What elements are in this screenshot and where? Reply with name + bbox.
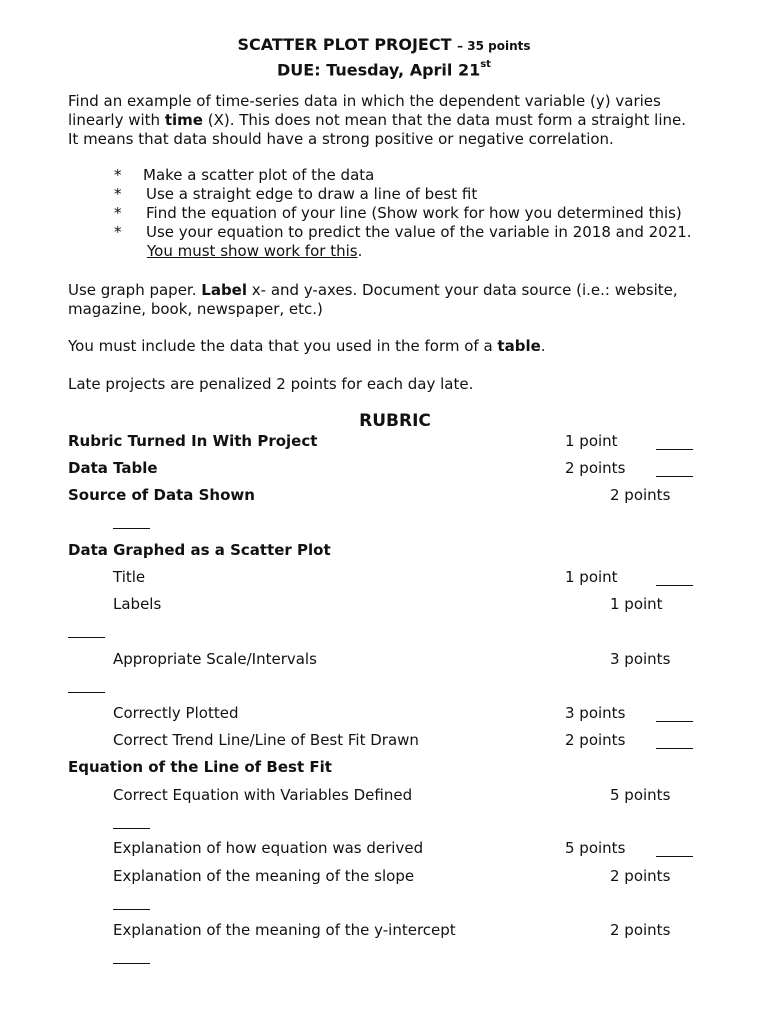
score-blank[interactable] (68, 624, 105, 642)
graph-instruction-line-2: magazine, book, newspaper, etc.) (68, 300, 323, 318)
rubric-points: 2 points (610, 486, 671, 504)
bullet-item: Use a straight edge to draw a line of best fit (146, 185, 478, 203)
intro-line-1: Find an example of time-series data in which the dependent variable (y) varies (68, 92, 661, 110)
bullet-marker: * (114, 204, 122, 222)
intro-time-word: time (164, 111, 203, 129)
score-blank[interactable] (68, 679, 105, 697)
score-blank[interactable] (113, 950, 150, 968)
table-instruction-start: You must include the data that you used in the form of a (68, 337, 498, 355)
rubric-section-label: Rubric Turned In With Project (68, 432, 318, 450)
score-blank[interactable] (656, 436, 693, 454)
bullet-marker: * (114, 185, 122, 203)
score-blank[interactable] (113, 896, 150, 914)
score-blank[interactable] (656, 463, 693, 481)
table-instruction-end: . (540, 337, 546, 355)
rubric-item-label: Correct Trend Line/Line of Best Fit Drawn (113, 731, 419, 749)
rubric-points: 1 point (610, 595, 663, 613)
rubric-item-label: Labels (113, 595, 162, 613)
rubric-section-label: Equation of the Line of Best Fit (68, 758, 332, 776)
rubric-item-label: Explanation of the meaning of the slope (113, 867, 415, 885)
score-blank[interactable] (656, 843, 693, 861)
rubric-points: 3 points (610, 650, 671, 668)
show-work-period: . (357, 242, 363, 260)
title-points: – 35 points (457, 39, 531, 53)
rubric-heading: RUBRIC (359, 411, 431, 431)
due-date (0, 58, 768, 79)
rubric-item-label: Correctly Plotted (113, 704, 239, 722)
rubric-item-label: Title (113, 568, 146, 586)
rubric-section-label: Data Table (68, 459, 158, 477)
bullet-marker: * (114, 166, 122, 184)
due-text: DUE: Tuesday, April 21 (277, 60, 481, 80)
score-blank[interactable] (656, 735, 693, 753)
rubric-section-label: Data Graphed as a Scatter Plot (68, 541, 331, 559)
rubric-points: 2 points (565, 459, 626, 477)
bullet-item: Use your equation to predict the value of the variable in 2018 and 2021. (146, 223, 692, 241)
due-superscript: st (480, 59, 491, 70)
score-blank[interactable] (113, 515, 150, 533)
rubric-item-label: Explanation of how equation was derived (113, 839, 424, 857)
table-word: table (497, 337, 541, 355)
intro-line-2-start: linearly with (68, 111, 165, 129)
score-blank[interactable] (656, 572, 693, 590)
table-instruction (68, 337, 546, 355)
intro-line-2 (68, 111, 686, 129)
title-text: SCATTER PLOT PROJECT (237, 35, 452, 54)
rubric-points: 1 point (565, 432, 618, 450)
intro-line-3: It means that data should have a strong positive or negative correlation. (68, 130, 614, 148)
bullet-marker: * (114, 223, 122, 241)
graph-instruction-line-1 (68, 281, 678, 299)
bullet-item: Make a scatter plot of the data (143, 166, 375, 184)
rubric-points: 1 point (565, 568, 618, 586)
intro-line-2-end: (X). This does not mean that the data must form a straight line. (202, 111, 687, 129)
show-work-underlined: You must show work for this (147, 242, 358, 260)
page-title (0, 36, 768, 55)
rubric-item-label: Appropriate Scale/Intervals (113, 650, 317, 668)
bullet-item: Find the equation of your line (Show work for how you determined this) (146, 204, 682, 222)
rubric-item-label: Explanation of the meaning of the y-intercept (113, 921, 456, 939)
graph-instruction-start: Use graph paper. (68, 281, 202, 299)
rubric-points: 3 points (565, 704, 626, 722)
late-policy: Late projects are penalized 2 points for each day late. (68, 375, 474, 393)
rubric-points: 5 points (565, 839, 626, 857)
rubric-points: 2 points (565, 731, 626, 749)
score-blank[interactable] (113, 815, 150, 833)
rubric-points: 2 points (610, 867, 671, 885)
rubric-points: 2 points (610, 921, 671, 939)
label-word: Label (201, 281, 247, 299)
score-blank[interactable] (656, 708, 693, 726)
rubric-section-label: Source of Data Shown (68, 486, 255, 504)
rubric-points: 5 points (610, 786, 671, 804)
graph-instruction-end: x- and y-axes. Document your data source (i.e.: website, (247, 281, 678, 299)
rubric-item-label: Correct Equation with Variables Defined (113, 786, 413, 804)
show-work-note (147, 242, 362, 260)
